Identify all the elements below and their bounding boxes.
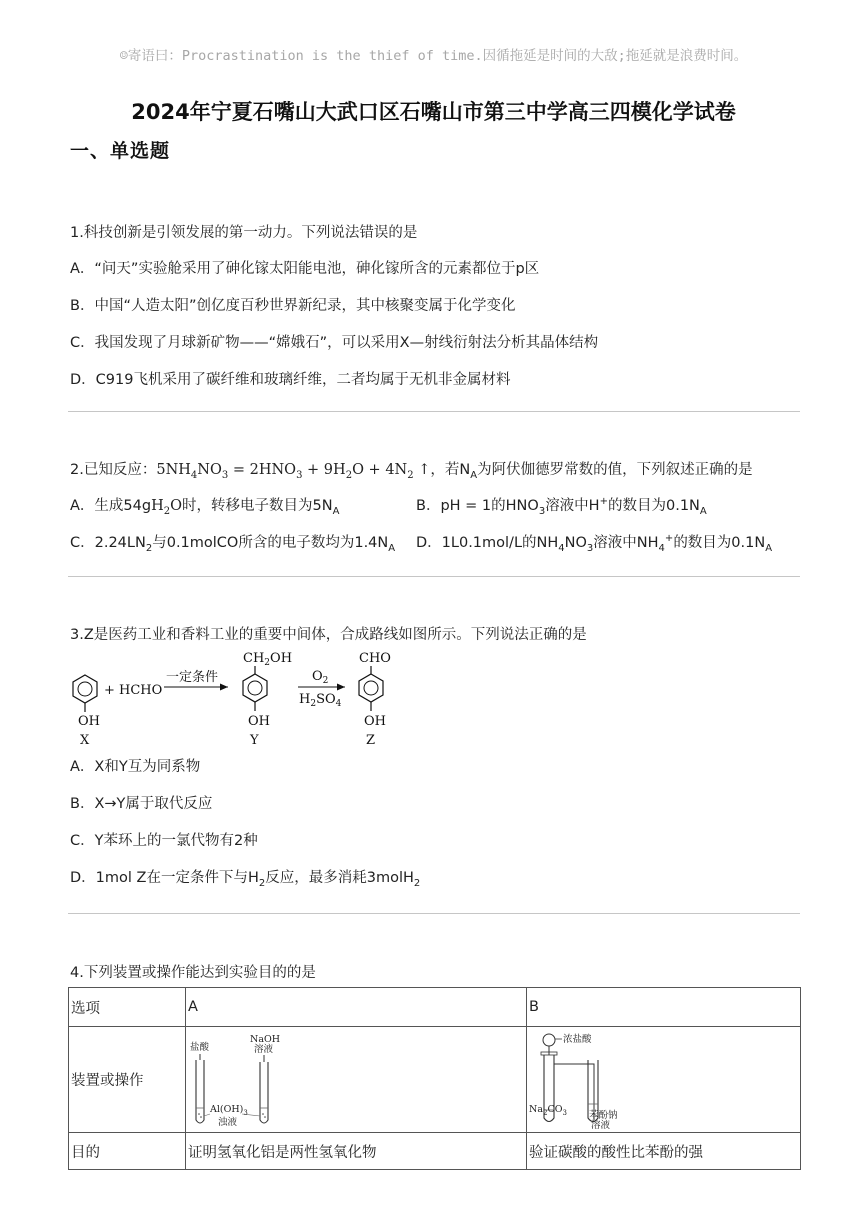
svg-text:OH: OH — [248, 714, 270, 729]
svg-text:一定条件: 一定条件 — [166, 670, 219, 685]
q2-stem: 2.已知反应：$5NH_4NO_3 = 2HNO_3 + 9H_2O + 4N_2$ ↑，若$N_A$为阿伏伽德罗常数的值，下列叙述正确的是 — [70, 462, 753, 481]
table-row — [69, 988, 801, 1027]
table-header-cell: A — [186, 988, 527, 1027]
q1-option-a: A．“问天”实验舱采用了砷化镓太阳能电池，砷化镓所含的元素都位于p区 — [70, 261, 540, 277]
options-table — [68, 987, 801, 1170]
q3-option-c: C．Y苯环上的一氯代物有2种 — [70, 833, 258, 849]
svg-text:浓盐酸: 浓盐酸 — [563, 1033, 592, 1045]
svg-text:X: X — [80, 733, 90, 748]
table-cell-figure-b — [527, 1027, 801, 1133]
table-row — [69, 1133, 801, 1170]
reaction-arrow-1 — [164, 670, 228, 691]
separator — [68, 913, 800, 914]
q2-option-b: B．pH = 1的$HNO_3$溶液中H+的数目为$0.1N_A$ — [416, 496, 707, 517]
q2-equation: $5NH_4NO_3 = 2HNO_3 + 9H_2O + 4N_2$ ↑ — [156, 462, 431, 481]
q4-stem: 4.下列装置或操作能达到实验目的的是 — [70, 965, 316, 981]
table-cell: 证明氢氧化铝是两性氢氧化物 — [186, 1133, 527, 1170]
svg-text:Y: Y — [250, 733, 259, 748]
separator — [68, 411, 800, 412]
table-cell-figure-a — [186, 1027, 527, 1133]
q3-option-d: D．1mol Z在一定条件下与$H_2$反应，最多消耗3molH$_2$ — [70, 870, 421, 889]
q2-option-d: D．1L0.1mol/L的$NH_4NO_3$溶液中$NH_4^+$的数目为$0.1N_A$ — [416, 533, 773, 554]
svg-text:Z: Z — [366, 733, 376, 748]
q3-option-a: A．X和Y互为同系物 — [70, 759, 201, 775]
svg-text:CHO: CHO — [359, 651, 391, 666]
svg-text:盐酸: 盐酸 — [190, 1041, 210, 1053]
reaction-arrow-2 — [298, 669, 345, 709]
svg-text:溶液: 溶液 — [254, 1043, 274, 1055]
q1-option-b: B．中国“人造太阳”创亿度百秒世界新纪录，其中核聚变属于化学变化 — [70, 298, 516, 314]
table-cell: 目的 — [69, 1133, 186, 1170]
molecule-x — [73, 675, 100, 748]
synthesis-scheme — [62, 645, 402, 750]
q1-option-c: C．我国发现了月球新矿物——“嫦娥石”，可以采用X—射线衍射法分析其晶体结构 — [70, 335, 599, 351]
motto-banner: ☺寄语曰：Procrastination is the thief of time.因循拖延是时间的大敌;拖延就是浪费时间。 — [119, 48, 748, 64]
svg-text:O2: $O_2$ — [312, 669, 329, 686]
svg-text:OH: OH — [78, 714, 100, 729]
table-row — [69, 1027, 801, 1133]
svg-text:Al(OH)3: $Al(OH)_3$ — [210, 1103, 248, 1117]
q2-option-c: C．$2.24LN_2$与0.1molCO所含的电子数均为$1.4N_A$ — [70, 535, 396, 554]
q3-stem: 3.Z是医药工业和香料工业的重要中间体，合成路线如图所示。下列说法正确的是 — [70, 627, 587, 643]
q1-stem: 1.科技创新是引领发展的第一动力。下列说法错误的是 — [70, 225, 418, 241]
q3-option-b: B．X→Y属于取代反应 — [70, 796, 213, 812]
page-title: 2024年宁夏石嘴山大武口区石嘴山市第三中学高三四模化学试卷 — [131, 100, 736, 124]
q1-option-d: D．C919飞机采用了碳纤维和玻璃纤维，二者均属于无机非金属材料 — [70, 372, 511, 388]
q2-option-a: A．生成$54gH_2O$时，转移电子数目为$5N_A$ — [70, 498, 340, 517]
molecule-z — [359, 651, 391, 748]
svg-text:Na2CO3: $Na_2CO_3$ — [529, 1103, 567, 1117]
table-header-cell: B — [527, 988, 801, 1027]
svg-text:NaOH: NaOH — [250, 1033, 281, 1045]
svg-text:苯酚钠: 苯酚钠 — [589, 1109, 618, 1121]
table-header-cell: 选项 — [69, 988, 186, 1027]
apparatus-a-figure — [188, 1030, 308, 1130]
svg-text:OH: OH — [364, 714, 386, 729]
reagent-hcho: + HCHO — [104, 683, 163, 698]
molecule-y — [243, 651, 292, 748]
table-cell: 验证碳酸的酸性比苯酚的强 — [527, 1133, 801, 1170]
apparatus-b-figure — [529, 1030, 659, 1130]
svg-text:溶液: 溶液 — [591, 1119, 611, 1130]
separator — [68, 576, 800, 577]
table-cell: 装置或操作 — [69, 1027, 186, 1133]
section-heading: 一、单选题 — [70, 140, 171, 162]
svg-text:浊液: 浊液 — [218, 1116, 238, 1128]
svg-text:H2SO4: $H_2SO_4$ — [299, 692, 342, 709]
svg-text:CH2OH: $CH_2OH$ — [243, 651, 293, 668]
